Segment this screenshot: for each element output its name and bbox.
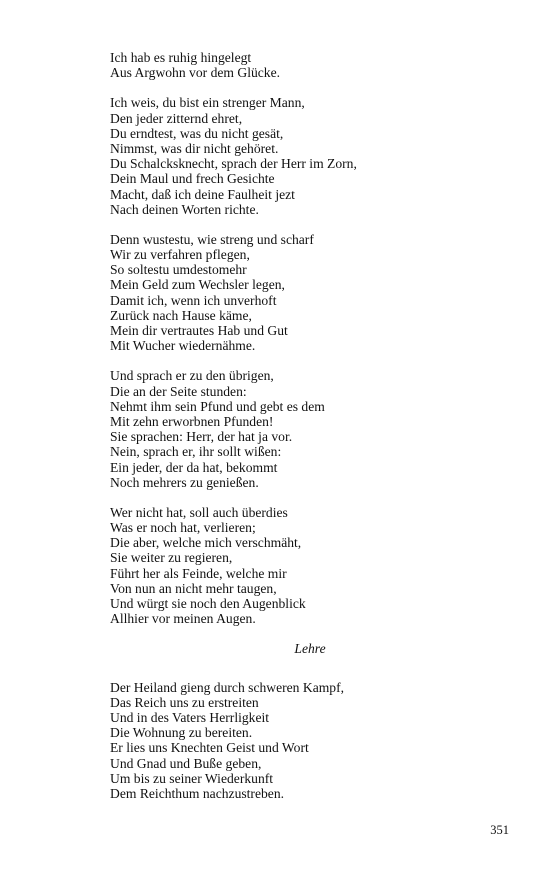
stanza [110,505,510,627]
verse-line: Um bis zu seiner Wiederkunft [110,770,274,786]
verse-line: Wir zu verfahren pflegen, [110,247,250,263]
page-number: 351 [490,823,509,837]
verse-line: Ein jeder, der da hat, bekommt [110,459,278,475]
verse-line: Du Schalcksknecht, sprach der Herr im Zorn, [110,156,357,172]
stanza [110,680,510,802]
verse-line: Mein Geld zum Wechsler legen, [110,277,285,293]
verse-line: Führt her als Feinde, welche mir [110,565,287,581]
verse-line: Wer nicht hat, soll auch überdies [110,504,288,520]
verse-line: Dem Reichthum nachzustreben. [110,785,285,801]
verse-line: Den jeder zitternd ehret, [110,110,243,126]
section-heading [110,641,510,656]
verse-line: Ich hab es ruhig hingelegt [110,50,252,65]
verse-line: Die Wohnung zu bereiten. [110,725,253,741]
verse-line: Und in des Vaters Herrligkeit [110,709,270,725]
verse-line: Die aber, welche mich verschmäht, [110,535,302,551]
verse-line: Nach deinen Worten richte. [110,201,259,217]
stanza [110,50,510,80]
verse-line: Er lies uns Knechten Geist und Wort [110,740,309,756]
verse-line: Damit ich, wenn ich unverhoft [110,292,277,308]
verse-line: Von nun an nicht mehr taugen, [110,580,277,596]
verse-line: Und Gnad und Buße geben, [110,755,262,771]
verse-line: Die an der Seite stunden: [110,383,247,399]
verse-line: Und sprach er zu den übrigen, [110,368,274,384]
verse-line: Zurück nach Hause käme, [110,307,252,323]
verse-line: So soltestu umdestomehr [110,262,247,278]
verse-line: Sie weiter zu regieren, [110,550,233,566]
verse-line: Aus Argwohn vor dem Glücke. [110,65,281,81]
verse-line: Du erndtest, was du nicht gesät, [110,125,284,141]
verse-line: Macht, daß ich deine Faulheit jezt [110,186,295,202]
verse-line: Das Reich uns zu erstreiten [110,694,259,710]
verse-line: Und würgt sie noch den Augenblick [110,596,306,611]
poem-text [110,50,510,816]
verse-line: Nimmst, was dir nicht gehöret. [110,140,279,156]
poem-stanzas-before-heading [110,50,510,626]
stanza [110,232,510,354]
verse-line: Mit Wucher wiedernähme. [110,338,256,354]
verse-line: Noch mehrers zu genießen. [110,474,259,490]
stanza [110,368,510,490]
section-heading-text: Lehre [294,641,326,657]
stanza [110,95,510,217]
verse-line: Allhier vor meinen Augen. [110,611,256,627]
verse-line: Nehmt ihm sein Pfund und gebt es dem [110,398,325,414]
poem-stanzas-after-heading [110,680,510,802]
verse-line: Nein, sprach er, ihr sollt wißen: [110,444,282,460]
verse-line: Ich weis, du bist ein strenger Mann, [110,95,305,111]
verse-line: Was er noch hat, verlieren; [110,520,256,536]
verse-line: Der Heiland gieng durch schweren Kampf, [110,679,345,695]
verse-line: Mein dir vertrautes Hab und Gut [110,323,288,338]
verse-line: Denn wustestu, wie streng und scharf [110,231,314,247]
verse-line: Dein Maul und frech Gesichte [110,171,275,187]
verse-line: Mit zehn erworbnen Pfunden! [110,413,274,429]
verse-line: Sie sprachen: Herr, der hat ja vor. [110,429,293,445]
